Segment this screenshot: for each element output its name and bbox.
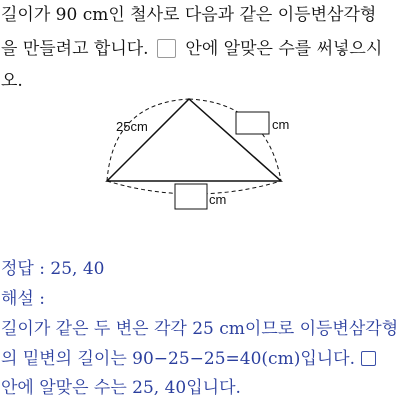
right-side-unit-label: cm (272, 117, 290, 132)
explanation-line-2 (1, 348, 376, 370)
problem-line-2-before: 을 만들려고 합니다. (1, 39, 149, 59)
side-length-label: 25cm (116, 119, 148, 134)
explanation-line-3: 안에 알맞은 수는 25, 40입니다. (1, 378, 241, 398)
base-unit-label: cm (209, 192, 227, 207)
right-side-blank-box (236, 112, 269, 134)
explanation-line-2-text: 의 밑변의 길이는 90−25−25=40(cm)입니다. (1, 349, 356, 369)
isosceles-triangle-figure (0, 90, 400, 220)
triangle-shape (107, 99, 281, 181)
explanation-heading: 해설 : (1, 289, 45, 309)
explanation-blank-box (361, 351, 376, 366)
explanation-line-1: 길이가 같은 두 변은 각각 25 cm이므로 이등변삼각형 (1, 319, 399, 339)
answer-blank-box (157, 39, 176, 58)
base-blank-box (175, 184, 207, 209)
problem-line-1: 길이가 90 cm인 철사로 다음과 같은 이등변삼각형 (1, 5, 377, 25)
problem-line-2 (1, 38, 382, 60)
answer-line: 정답 : 25, 40 (1, 259, 105, 279)
problem-line-2-after: 안에 알맞은 수를 써넣으시 (185, 39, 383, 59)
problem-line-3: 오. (1, 71, 23, 91)
